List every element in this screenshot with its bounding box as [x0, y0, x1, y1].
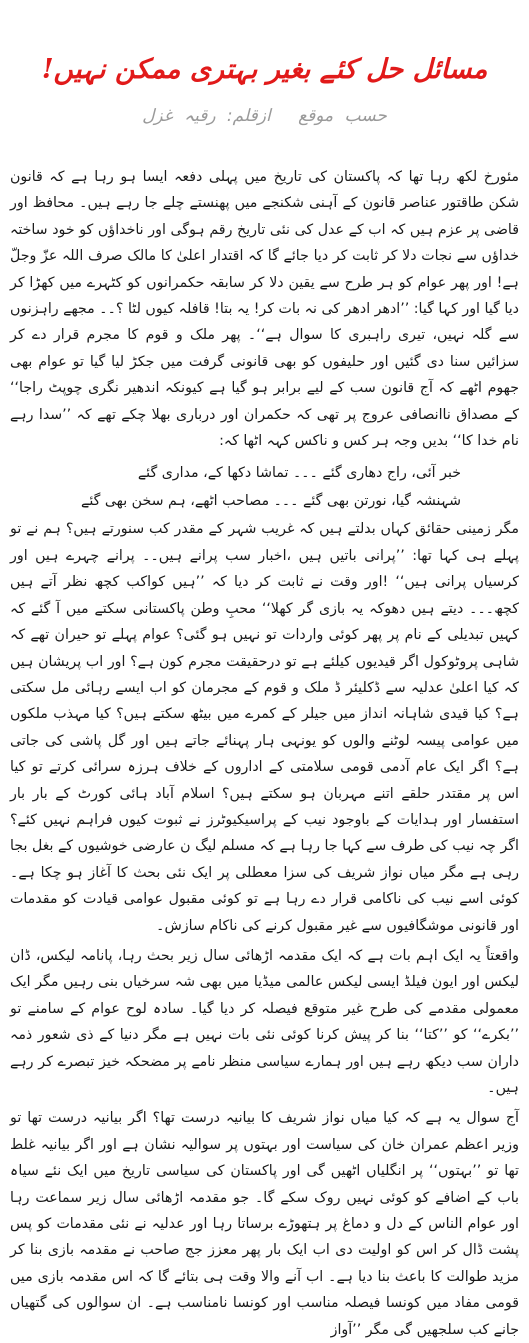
- article-body: [10, 164, 519, 1343]
- byline: [10, 104, 519, 128]
- paragraph: آج سوال یہ ہے کہ کیا میاں نواز شریف کا بیانیہ درست تھا؟ اگر بیانیہ درست تھا تو وزیر اعظم عمران خان کی سیاست اور بہتوں پر سوالیہ نشان ہے اور اگر بیانیہ غلط تھا تو ’’بہتوں‘‘ پر انگلیاں اٹھیں گی اور پاکستان کی سیاسی تاریخ میں ایک نئے سیاہ باب کے اضافے کو کوئی نہیں روک سکے گا۔ جو مقدمہ اڑھائی سال زیر سماعت رہا اور عوام الناس کے دل و دماغ پر ہتھوڑے برساتا رہا اور عدلیہ نے نئی مقدمات کو پس پشت ڈال کر اس کو اولیت دی اب ایک بار پھر معزز جج صاحب نے مقدمہ بازی بنا کر مزید طوالت کا باعث بنا دیا ہے۔ اب آنے والا وقت ہی بتائے گا کہ اس مقدمہ بازی میں قومی مفاد میں کونسا فیصلہ مناسب اور کونسا نامناسب ہے۔ ان سوالوں کی گتھیاں جانے کب سلجھیں گی مگر ’’آواز: [10, 1110, 519, 1338]
- paragraph: واقعتاً یہ ایک اہم بات ہے کہ ایک مقدمہ اڑھائی سال زیر بحث رہا، پانامہ لیکس، ڈان لیکس اور ایون فیلڈ ایسی لیکس عالمی میڈیا میں بھی شہ سرخیاں بنی رہیں مگر ایک معمولی مقدمے کی طرح غیر متوقع فیصلہ کر دیا گیا۔ سادہ لوح عوام کے سامنے تو ’’بکرے‘‘ کو ’’کتا‘‘ بنا کر پیش کرنا کوئی نئی بات نہیں ہے مگر دنیا کے ذی شعور ذمہ داران سب دیکھ رہے ہیں اور ہمارے سیاسی منظر نامے پر مضحکہ خیز تبصرے کر رہے ہیں۔: [10, 947, 519, 1096]
- verse-line: خبر آئی، راج دھاری گئے ۔۔۔ تماشا دکھا کے، مداری گئے: [137, 465, 461, 482]
- column-name: حسب موقع: [298, 106, 387, 126]
- paragraph: مگر زمینی حقائق کہاں بدلتے ہیں کہ غریب شہر کے مقدر کب سنورتے ہیں؟ ہم نے تو پہلے ہی کہا تھا: ’’پرانی باتیں ہیں ،اخبار سب پرانے ہیں۔۔ پرانے چہرے ہیں اور کرسیاں پرانی ہیں‘‘ !اور وقت نے ثابت کر دیا کہ ’’ہیں کواکب کچھ نظر آتے ہیں کچھ۔۔۔ دیتے ہیں دھوکہ یہ بازی گر کھلا‘‘ محبِ وطن پاکستانی سکتے میں آ گئے کہ کہیں تبدیلی کے نام پر پھر کوئی واردات تو نہیں ہو گئی؟ عوام پہلے تو حیران تھے کہ شاہی پروٹوکول اگر قیدیوں کیلئے ہے تو درحقیقت مجرم کون ہے؟ اور اب پریشان ہیں کہ کیا اعلیٰ عدلیہ سے ڈکلیئر ڈ ملک و قوم کے مجرمان کو اب ایسے رہائی مل سکتی ہے؟ کیا قیدی شاہانہ انداز میں جیلر کے کمرے میں بیٹھ سکتے ہیں؟ کیا مہذب ملکوں میں عوامی پیسہ لوٹنے والوں کو یونہی ہار پہنائے جاتے ہیں اور گل پاشی کی جاتی ہے؟ اگر ایک عام آدمی قومی سلامتی کے اداروں کے خلاف ہرزہ سرائی کرتے تو کیا اس پر مقتدر حلقے اتنے مہربان ہو سکتے ہیں؟ اسلام آباد ہائی کورٹ کے بار بار استفسار اور ہدایات کے باوجود نیب کے پراسیکیوٹرز نے ثبوت کیوں فراہم نہیں کئے؟ اگر چہ نیب کی طرف سے کہا جا رہا ہے کہ مسلم لیگ ن عارضی خوشیوں کے بغل بجا رہی ہے مگر میاں نواز شریف کی سزا معطلی پر ایک نئی بحث کا آغاز ہو چکا ہے۔ کوئی اسے نیب کی ناکامی قرار دے رہا ہے تو کوئی مقبول عوامی قیادت کو مقدمات اور قانونی موشگافیوں سے غیر مقبول کرنے کی ناکام سازش۔: [10, 521, 519, 934]
- verse-line: شہنشہ گیا، نورتن بھی گئے ۔۔۔ مصاحب اٹھے، ہم سخن بھی گئے: [81, 493, 461, 510]
- verse-block: [10, 460, 519, 514]
- author-name: ازقلم: رقیہ غزل: [142, 106, 271, 126]
- article-title: مسائل حل کئے بغیر بہتری ممکن نہیں!: [41, 54, 488, 85]
- paragraph: مئورخ لکھ رہا تھا کہ پاکستان کی تاریخ میں پہلی دفعہ ایسا ہو رہا ہے کہ قانون شکن طاقتور عناصر قانون کے آہنی شکنجے میں پھنستے چلے جا رہے ہیں۔ محافظ اور قاضی پر عزم ہیں کہ اب کے عدل کی نئی تاریخ رقم ہوگی اور ناخداؤں کو خود ساختہ خداؤں سے نجات دلا کر ثابت کر دیا جائے گا کہ اقتدار اعلیٰ کا مالک صرف اللہ عزّ وجلّ ہے! اور پھر عوام کو ہر طرح سے یقین دلا کر سابقہ حکمرانوں کو کٹہرے میں کھڑا کر دیا گیا اور کہا گیا: ’’ادھر ادھر کی نہ بات کر! یہ بتا! قافلہ کیوں لٹا ؟۔۔ مجھے راہزنوں سے گلہ نہیں، تیری راہبری کا سوال ہے‘‘۔ پھر ملک و قوم کا مجرم قرار دے کر سزائیں سنا دی گئیں اور حلیفوں کو بھی قانونی گرفت میں جکڑ لیا گیا تو عوام بھی جھوم اٹھے کہ آج قانون سب کے لیے برابر ہو گیا ہے کیونکہ اندھیر نگری چوپٹ راجا‘‘ کے مصداق ناانصافی عروج پر تھی کہ حکمران اور درباری بھلا چکے تھے کہ ’’سدا رہے نام خدا کا‘‘ بدیں وجہ ہر کس و ناکس کہہ اٹھا کہ:: [10, 169, 519, 450]
